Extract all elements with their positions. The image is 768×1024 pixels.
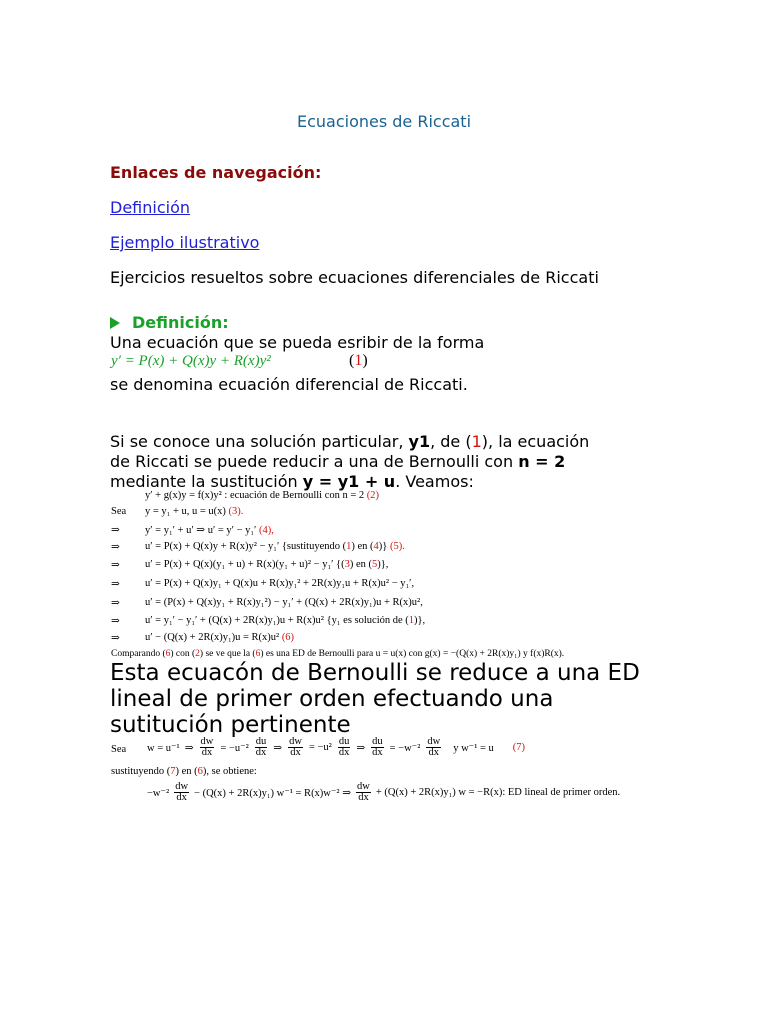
page-title: Ecuaciones de Riccati [296, 112, 472, 131]
derivation-line-8: u′ = (P(x) + Q(x)y₁ + R(x)y₁²) − y₁′ + (Q(x) + 2R(x)y₁)u + R(x)u², [145, 597, 423, 608]
implies-icon: ⇒ [111, 525, 120, 536]
particular-line2: de Riccati se puede reducir a una de Bernoulli con n = 2 [110, 452, 566, 471]
link-definicion[interactable]: Definición [110, 198, 190, 217]
nav-heading: Enlaces de navegación: [110, 163, 322, 182]
implies-icon: ⇒ [111, 633, 120, 644]
final-linear-equation: −w⁻² $\frac{dw}{dx}$ − (Q(x) + 2R(x)y₁) w⁻¹ = R(x)w⁻² ⇒ $\frac{dw}{dx}$ + (Q(x) + 2R(x)y₁) w = −R(x): ED lineal de primer orden. [147, 781, 621, 803]
derivation-line-10: u′ − (Q(x) + 2R(x)y₁)u = R(x)u² (6) [145, 632, 295, 643]
derivation-line-5: u′ = P(x) + Q(x)y + R(x)y² − y₁′ {sustituyendo (1) en (4)} (5). [145, 541, 405, 552]
derivation-line-7: u′ = P(x) + Q(x)y₁ + Q(x)u + R(x)y₁² + 2R(x)y₁u + R(x)u² − y₁′, [145, 578, 415, 589]
link-ejemplo-ilustrativo[interactable]: Ejemplo ilustrativo [110, 233, 260, 252]
derivation-sea: Sea [111, 506, 127, 517]
substitution-line-2: sustituyendo (7) en (6), se obtiene: [111, 766, 257, 777]
substitution-chain: w = u⁻¹ ⇒ $\frac{dw}{dx}$ = −u⁻² $\frac{du}{dx}$ ⇒ $\frac{dw}{dx}$ = −u² $\frac{du}{dx}$ ⇒ $\frac{du}{dx}$ = −w⁻² $\frac{dw}{dx}$ y w⁻¹ = u (7) [147, 736, 526, 758]
comparison-line: Comparando (6) con (2) se ve que la (6) es una ED de Bernoulli para u = u(x) con g(x) = −(Q(x) + 2R(x)y₁) y f(x)R(x). [111, 649, 565, 659]
implies-icon: ⇒ [111, 542, 120, 553]
particular-line1: Si se conoce una solución particular, y1, de (1), la ecuación [110, 432, 590, 451]
implies-icon: ⇒ [111, 598, 120, 609]
derivation-line-4: y′ = y₁′ + u′ ⇒ u′ = y′ − y₁′ (4), [145, 525, 274, 536]
exercises-item: Ejercicios resueltos sobre ecuaciones diferenciales de Riccati [110, 268, 599, 287]
particular-line3: mediante la sustitución y = y1 + u. Veamos: [110, 472, 474, 491]
play-arrow-icon [110, 317, 120, 329]
implies-icon: ⇒ [111, 616, 120, 627]
definition-heading-label: Definición: [132, 313, 229, 332]
equation-number-1: (1) [349, 352, 368, 369]
definition-heading [110, 313, 229, 332]
derivation-line-6: u′ = P(x) + Q(x)(y₁ + u) + R(x)(y₁ + u)² − y₁′ {(3) en (5)}, [145, 559, 389, 570]
bernoulli-reduction-text: Esta ecuacón de Bernoulli se reduce a una ED lineal de primer orden efectuando una sutitución pertinente [110, 660, 640, 738]
implies-icon: ⇒ [111, 560, 120, 571]
implies-icon: ⇒ [111, 579, 120, 590]
riccati-equation: y′ = P(x) + Q(x)y + R(x)y² [111, 353, 271, 369]
definition-line2: se denomina ecuación diferencial de Riccati. [110, 375, 468, 394]
derivation-line-9: u′ = y₁′ − y₁′ + (Q(x) + 2R(x)y₁)u + R(x)u² {y₁ es solución de (1)}, [145, 615, 426, 626]
substitution-sea: Sea [111, 744, 127, 755]
bernoulli-form: y′ + g(x)y = f(x)y² : ecuación de Bernoulli con n = 2 (2) [145, 490, 380, 501]
substitution-3: y = y₁ + u, u = u(x) (3). [145, 506, 244, 517]
definition-line1: Una ecuación que se pueda esribir de la forma [110, 333, 485, 352]
